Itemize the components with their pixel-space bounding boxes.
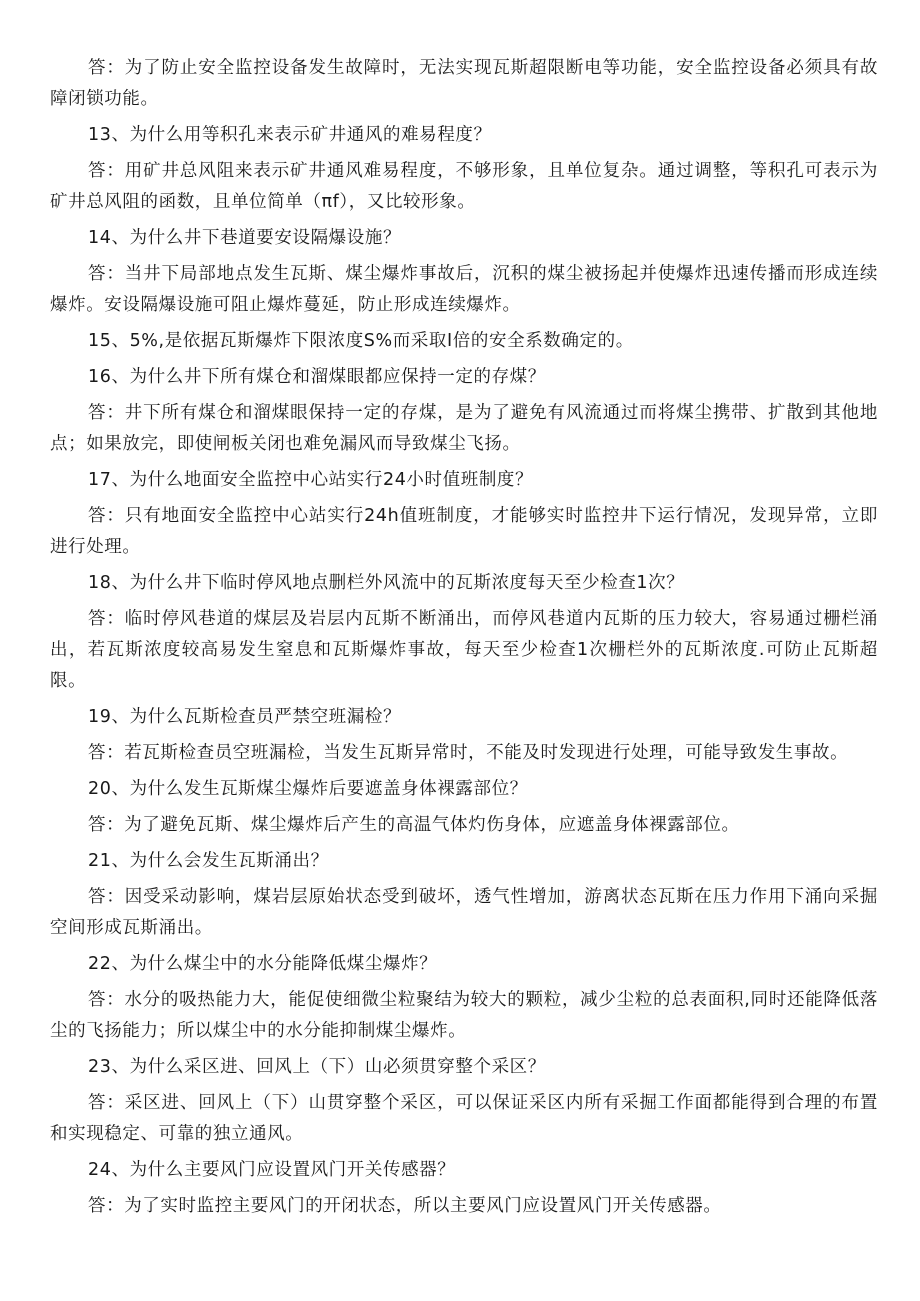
question-paragraph: 22、为什么煤尘中的水分能降低煤尘爆炸？ [88,954,438,974]
question-paragraph: 14、为什么井下巷道要安设隔爆设施？ [88,228,402,248]
question-paragraph: 24、为什么主要风门应设置风门开关传感器？ [88,1160,456,1180]
answer-paragraph: 答：临时停风巷道的煤层及岩层内瓦斯不断涌出，而停风巷道内瓦斯的压力较大，容易通过栅栏涌出，若瓦斯浓度较高易发生窒息和瓦斯爆炸事故，每天至少检查1次栅栏外的瓦斯浓度.可防止瓦斯超限。 [50,609,878,691]
question-paragraph: 20、为什么发生瓦斯煤尘爆炸后要遮盖身体裸露部位？ [88,779,528,799]
question-paragraph: 17、为什么地面安全监控中心站实行24小时值班制度？ [88,470,534,490]
question-paragraph: 23、为什么采区进、回风上（下）山必须贯穿整个采区？ [88,1057,546,1077]
answer-paragraph: 答：为了避免瓦斯、煤尘爆炸后产生的高温气体灼伤身体，应遮盖身体裸露部位。 [88,815,740,835]
question-paragraph: 18、为什么井下临时停风地点删栏外风流中的瓦斯浓度每天至少检查1次？ [88,573,685,593]
question-paragraph: 21、为什么会发生瓦斯涌出？ [88,851,329,871]
question-paragraph: 13、为什么用等积孔来表示矿井通风的难易程度？ [88,125,492,145]
answer-paragraph: 答：为了实时监控主要风门的开闭状态，所以主要风门应设置风门开关传感器。 [88,1196,722,1216]
answer-paragraph: 答：若瓦斯检查员空班漏检，当发生瓦斯异常时，不能及时发现进行处理，可能导致发生事故。 [88,743,849,763]
answer-paragraph: 答：采区进、回风上（下）山贯穿整个采区，可以保证采区内所有采掘工作面都能得到合理的布置和实现稳定、可靠的独立通风。 [50,1093,878,1144]
question-paragraph: 16、为什么井下所有煤仓和溜煤眼都应保持一定的存煤？ [88,367,546,387]
answer-paragraph: 答：只有地面安全监控中心站实行24h值班制度，才能够实时监控井下运行情况，发现异常，立即进行处理。 [50,506,878,557]
answer-paragraph: 答：用矿井总风阻来表示矿井通风难易程度，不够形象，且单位复杂。通过调整，等积孔可表示为矿井总风阻的函数，且单位简单（πf），又比较形象。 [50,161,878,212]
answer-paragraph: 答：当井下局部地点发生瓦斯、煤尘爆炸事故后，沉积的煤尘被扬起并使爆炸迅速传播而形成连续爆炸。安设隔爆设施可阻止爆炸蔓延，防止形成连续爆炸。 [50,264,878,315]
answer-paragraph: 答：水分的吸热能力大，能促使细微尘粒聚结为较大的颗粒，减少尘粒的总表面积,同时还能降低落尘的飞扬能力；所以煤尘中的水分能抑制煤尘爆炸。 [50,990,878,1041]
statement-paragraph: 15、5%,是依据瓦斯爆炸下限浓度S%而采取Ⅰ倍的安全系数确定的。 [88,331,634,351]
answer-paragraph: 答：为了防止安全监控设备发生故障时，无法实现瓦斯超限断电等功能，安全监控设备必须具有故障闭锁功能。 [50,58,878,109]
question-paragraph: 19、为什么瓦斯检查员严禁空班漏检？ [88,707,402,727]
answer-paragraph: 答：井下所有煤仓和溜煤眼保持一定的存煤，是为了避免有风流通过而将煤尘携带、扩散到其他地点；如果放完，即使闸板关闭也难免漏风而导致煤尘飞扬。 [50,403,878,454]
answer-paragraph: 答：因受采动影响，煤岩层原始状态受到破坏，透气性增加，游离状态瓦斯在压力作用下涌向采掘空间形成瓦斯涌出。 [50,887,878,938]
